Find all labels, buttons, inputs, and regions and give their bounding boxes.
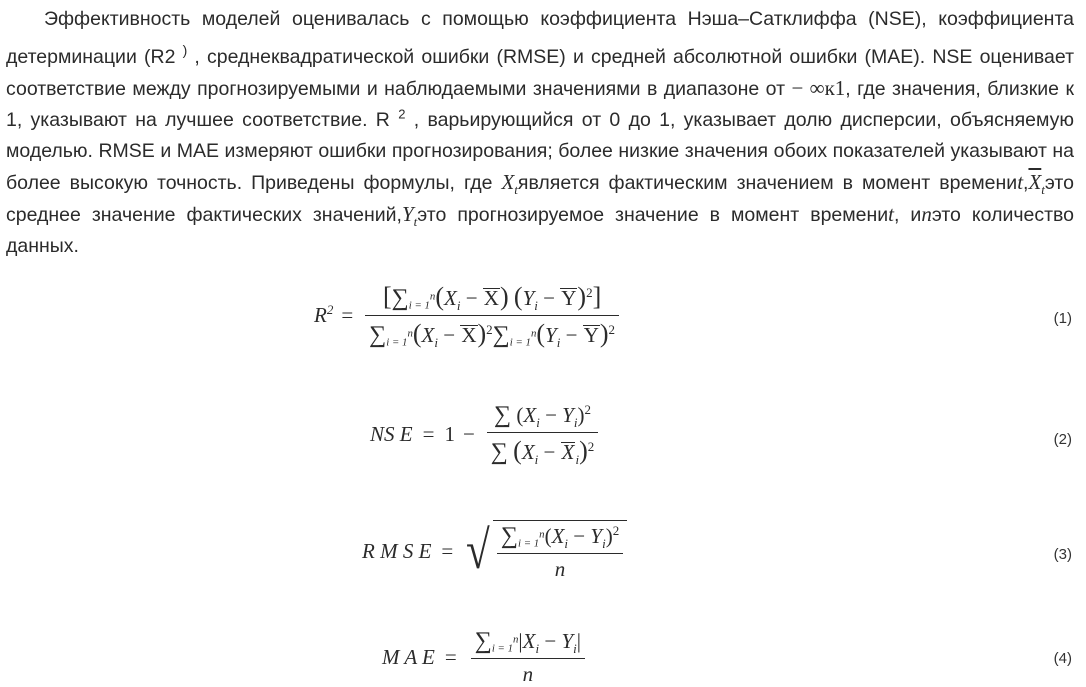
equals-sign: =	[441, 538, 454, 563]
var-yt: $Y_t$	[401, 202, 418, 230]
range-math: − ∞к1	[791, 76, 846, 100]
superscript: 2	[398, 106, 406, 122]
eq-lhs: R M S E	[362, 538, 432, 563]
denominator: ∑ $(X_i - X_i)^2$	[490, 436, 595, 468]
numerator: $\sum_{i = 1}^n(X_i - Y_i)^2$	[500, 523, 620, 552]
text-segment: это количество данных.	[6, 204, 1075, 257]
eq-lhs: $R^2$	[314, 302, 334, 327]
equation-nse	[0, 400, 1086, 484]
eq-lhs: M A E	[382, 645, 435, 669]
equation-number: (4)	[1053, 650, 1072, 667]
numerator: ∑ $(X_i - Y_i)^2$	[494, 402, 591, 431]
equation-r2	[0, 274, 1086, 364]
numerator: $\sum_{i = 1}^n|X_i - Y_i|$	[474, 628, 581, 657]
denominator: $\sum_{i = 1}^n(X_i - X)^2\sum_{i = 1}^n(Y_i - Y)^2$	[369, 319, 616, 351]
equation-mae	[0, 628, 1086, 684]
var-xt: $X_t$	[501, 170, 518, 198]
constant-one: 1	[444, 421, 455, 446]
fraction	[487, 402, 598, 466]
denominator: n	[554, 557, 566, 581]
equation-number: (3)	[1053, 546, 1072, 563]
equals-sign: =	[341, 303, 354, 327]
text-segment: это прогнозируемое значение в момент времени	[417, 204, 889, 226]
fraction	[365, 282, 619, 349]
equation-number: (1)	[1053, 310, 1072, 327]
var-n: n	[921, 202, 932, 226]
minus-sign: −	[462, 421, 475, 446]
methodology-paragraph	[6, 4, 1074, 262]
fraction	[497, 523, 623, 582]
text-segment: , и	[894, 204, 922, 226]
eq-lhs: NS E	[370, 421, 413, 446]
text-segment: является фактическим значением в момент времени	[517, 172, 1018, 194]
var-t: t	[888, 202, 895, 226]
text-segment: , варьирующийся от 0 до 1, указывает долю дисперсии, объясняемую моделью. RMSE и MAE измеряют ошибки прогнозирования; более низкие значения обоих показателей указывают на более высокую точность. Приведены формулы, где	[6, 109, 1075, 194]
numerator: $[\sum_{i = 1}^n(X_i - X) (Y_i - Y)^2]$	[382, 282, 602, 314]
text-segment: , где значения, близкие к 1, указывают на лучшее соответствие. R	[6, 78, 1074, 131]
var-t: t	[1017, 170, 1024, 194]
text-segment: это среднее значение фактических значений,	[6, 172, 1074, 226]
text-segment: ,	[1023, 172, 1029, 194]
var-xt-mean: $\overline{X}_t$	[1028, 170, 1045, 198]
equals-sign: =	[422, 421, 435, 446]
equation-rmse	[0, 516, 1086, 596]
equation-number: (2)	[1053, 431, 1072, 448]
square-root: √ $\frac{\sum_{i = 1}^n(X_i - Y_i)^2}{n}$	[463, 520, 627, 582]
equals-sign: =	[444, 645, 457, 669]
text-segment: )	[182, 42, 188, 58]
text-segment: , среднеквадратической ошибки (RMSE) и средней абсолютной ошибки (MAE). NSE оценивает соответствие между прогнозируемыми и наблюдаемыми значениями в диапазоне от	[6, 46, 1074, 100]
text-segment: Эффективность моделей оценивалась с помощью коэффициента Нэша–Сатклиффа (NSE), коэффициента детерминации (R2	[6, 8, 1074, 68]
fraction	[471, 628, 585, 687]
denominator: n	[522, 662, 534, 686]
